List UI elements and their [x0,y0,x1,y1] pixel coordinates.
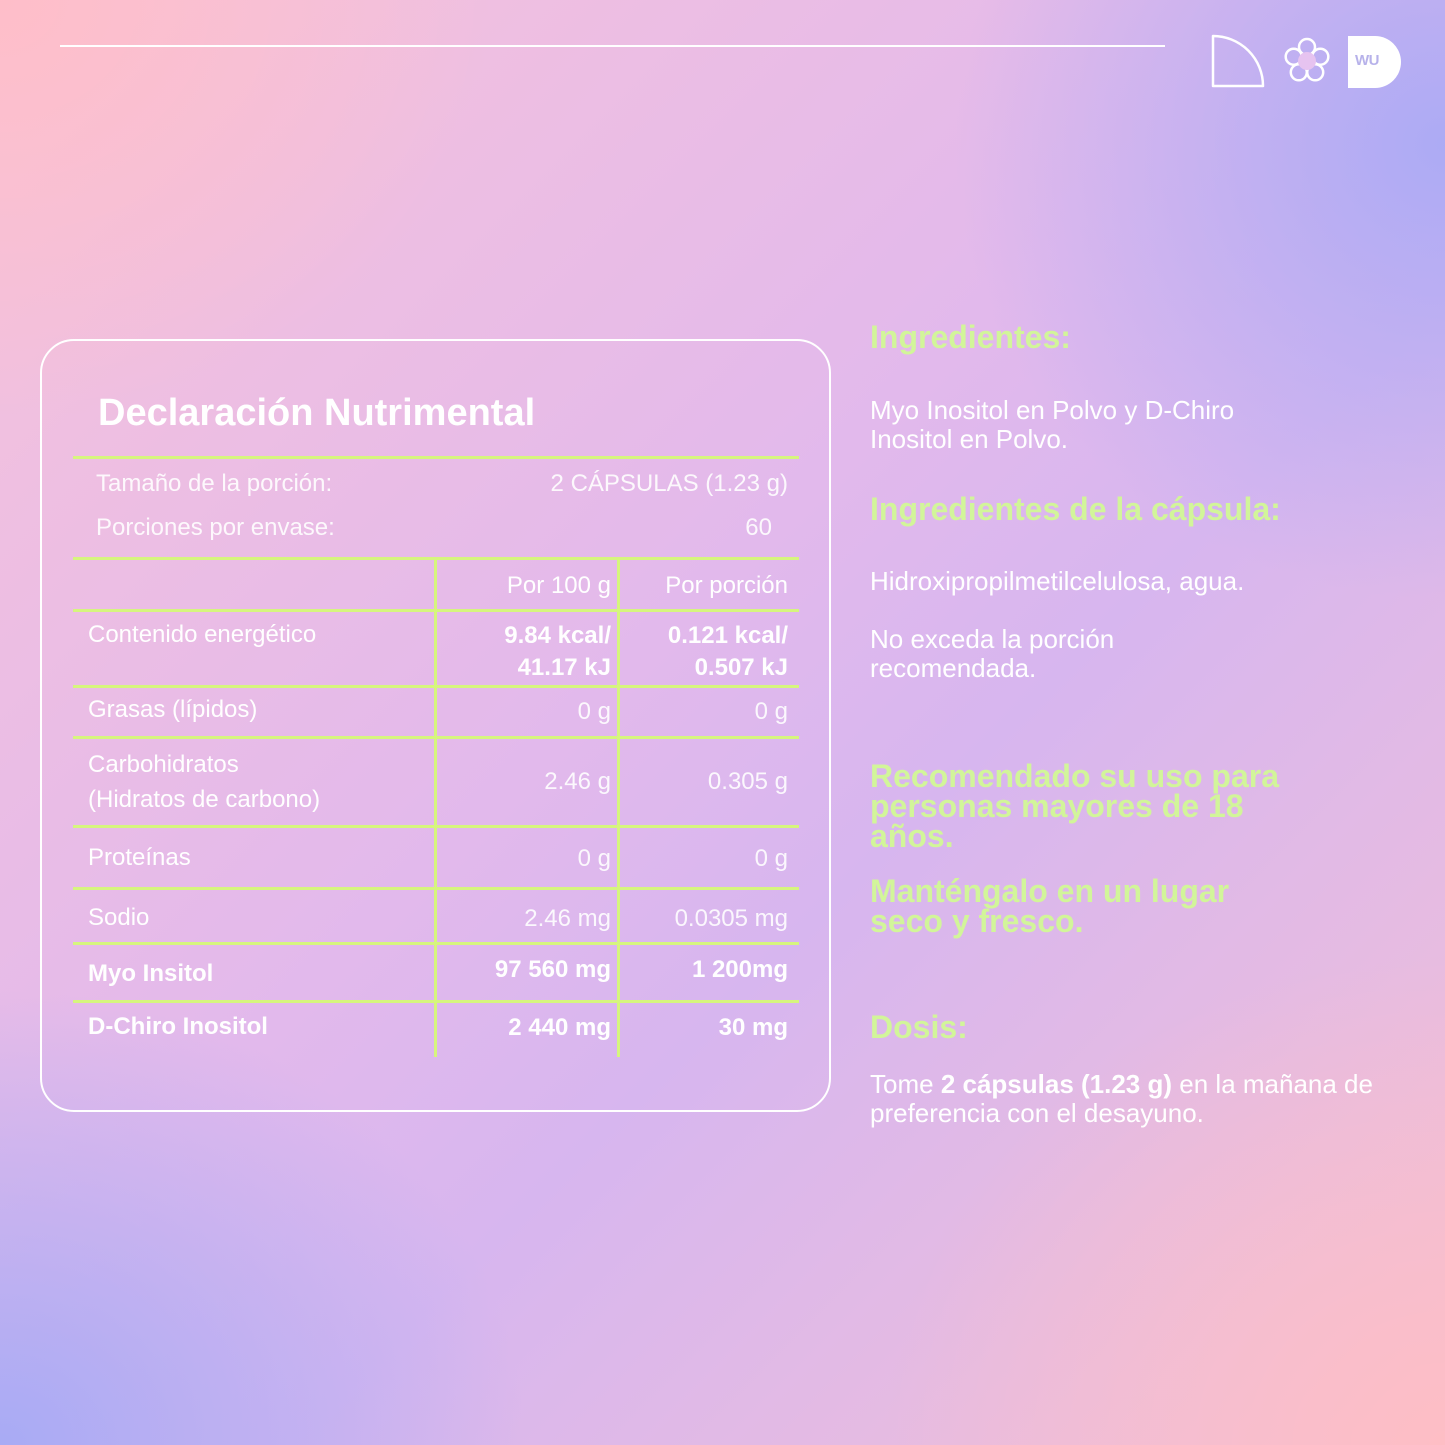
carbs-per-100g: 2.46 g [544,768,611,795]
table-divider [73,1000,799,1003]
fat-per-100g: 0 g [577,698,611,725]
capsule-ingredients-heading: Ingredientes de la cápsula: [870,491,1281,527]
myo-inositol-per-portion: 1 200mg [691,956,788,983]
protein-per-portion: 0 g [754,845,788,872]
servings-value: 60 [745,514,772,541]
nutrient-myo-inositol-label: Myo Insitol [88,960,214,987]
myo-inositol-per-100g: 97 560 mg [494,956,611,983]
nutrient-carbs-label: Carbohidratos (Hidratos de carbono) [88,751,321,813]
ingredients-text: Myo Inositol en Polvo y D-Chiro Inositol en Polvo. [870,395,1235,454]
table-divider [73,825,799,828]
table-divider [73,685,799,688]
column-header-per-100g: Por 100 g [506,572,611,599]
age-recommendation: Recomendado su uso para personas mayores de 18 años. [870,758,1279,854]
capsule-ingredients-text: Hidroxipropilmetilcelulosa, agua. [870,566,1245,596]
d-chiro-inositol-per-portion: 30 mg [718,1014,788,1041]
serving-size-label: Tamaño de la porción: [96,470,333,497]
storage-instructions: Manténgalo en un lugar seco y fresco. [870,873,1230,939]
dosage-warning: No exceda la porción recomendada. [870,624,1115,683]
dose-prefix: Tome [870,1069,941,1099]
sodium-per-100g: 2.46 mg [524,905,611,932]
nutrition-title: Declaración Nutrimental [98,392,536,434]
dose-instructions [870,1070,1430,1128]
nutrient-protein-label: Proteínas [88,844,191,871]
carbs-per-portion: 0.305 g [707,768,788,795]
table-divider [73,456,799,459]
top-divider-line [60,45,1165,47]
fat-per-portion: 0 g [754,698,788,725]
table-divider [73,942,799,945]
quarter-circle-icon [1210,33,1266,89]
ingredients-heading: Ingredientes: [870,319,1071,355]
column-header-per-portion: Por porción [665,572,788,599]
dose-suffix: en la mañana de preferencia con el desayuno. [870,1069,1373,1128]
energy-per-100g: 9.84 kcal/ 41.17 kJ [504,622,611,681]
brand-icons [1210,33,1405,89]
nutrient-energy-label: Contenido energético [88,621,317,648]
flower-icon [1282,36,1332,86]
energy-per-portion: 0.121 kcal/ 0.507 kJ [667,622,788,681]
serving-size-value: 2 CÁPSULAS (1.23 g) [550,470,788,497]
brand-logo-text: WU [1355,52,1379,69]
nutrient-fat-label: Grasas (lípidos) [88,696,258,723]
nutrient-sodium-label: Sodio [88,904,150,931]
table-divider [73,609,799,612]
brand-logo [1348,36,1401,88]
column-divider [434,560,437,1057]
dose-amount: 2 cápsulas (1.23 g) [940,1069,1173,1099]
column-divider [617,560,620,1057]
table-divider [73,887,799,890]
dose-heading: Dosis: [870,1009,968,1045]
table-divider [73,736,799,739]
nutrient-d-chiro-inositol-label: D-Chiro Inositol [88,1013,268,1040]
servings-label: Porciones por envase: [96,514,335,541]
d-chiro-inositol-per-100g: 2 440 mg [508,1014,611,1041]
sodium-per-portion: 0.0305 mg [674,905,788,932]
protein-per-100g: 0 g [577,845,611,872]
